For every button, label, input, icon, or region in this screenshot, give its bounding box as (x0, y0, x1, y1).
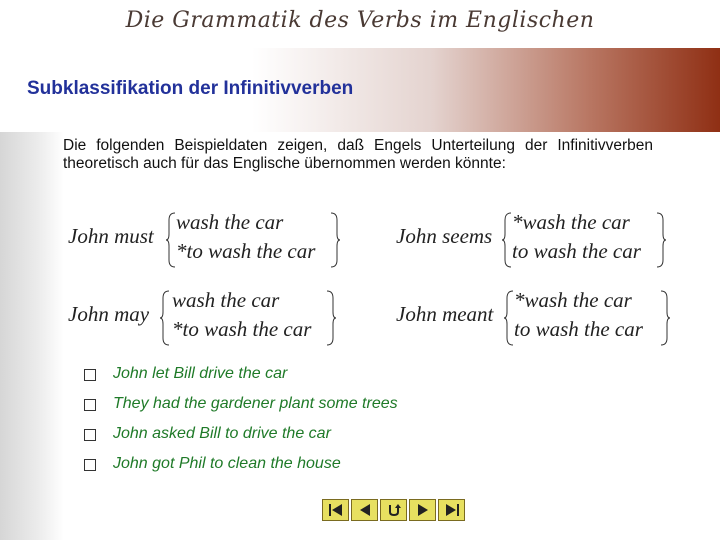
left-brace-icon (166, 212, 176, 268)
next-slide-button[interactable] (409, 499, 436, 521)
return-icon (386, 503, 402, 517)
right-brace-icon (330, 212, 340, 268)
example-option: to wash the car (514, 317, 643, 341)
last-slide-button[interactable] (438, 499, 465, 521)
example-option: wash the car (172, 288, 280, 312)
example-option: *to wash the car (172, 317, 312, 341)
example-option: *wash the car (512, 210, 630, 234)
example-option: *to wash the car (176, 239, 316, 263)
bullet-box-icon (84, 369, 96, 381)
arrow-left-icon (357, 503, 373, 517)
right-brace-icon (660, 290, 670, 346)
example-option: to wash the car (512, 239, 641, 263)
previous-slide-button[interactable] (351, 499, 378, 521)
left-brace-icon (504, 290, 514, 346)
return-button[interactable] (380, 499, 407, 521)
bullet-text: John got Phil to clean the house (113, 455, 341, 472)
bullet-text: John let Bill drive the car (113, 365, 288, 382)
bullet-text: They had the gardener plant some trees (113, 395, 398, 412)
header-title: Die Grammatik des Verbs im Englischen (125, 8, 595, 33)
right-brace-icon (326, 290, 336, 346)
intro-paragraph: Die folgenden Beispieldaten zeigen, daß Engels Unterteilung der Infinitivverben theoretisch auch für das Englische übernommen werden könnte: (63, 137, 653, 172)
example-subject: John may (68, 302, 150, 326)
left-brace-icon (160, 290, 170, 346)
bullet-text: John asked Bill to drive the car (113, 425, 331, 442)
example-subject: John meant (396, 302, 494, 326)
skip-back-icon (328, 503, 344, 517)
example-subject: John must (68, 224, 154, 248)
right-brace-icon (656, 212, 666, 268)
example-option: wash the car (176, 210, 284, 234)
bullet-box-icon (84, 429, 96, 441)
left-brace-icon (502, 212, 512, 268)
arrow-right-icon (415, 503, 431, 517)
slide-navigation (322, 499, 467, 521)
bullet-box-icon (84, 459, 96, 471)
header-area (0, 0, 720, 48)
first-slide-button[interactable] (322, 499, 349, 521)
example-option: *wash the car (514, 288, 632, 312)
slide-subtitle: Subklassifikation der Infinitivverben (27, 78, 354, 99)
example-subject: John seems (396, 224, 493, 248)
skip-forward-icon (444, 503, 460, 517)
bullet-box-icon (84, 399, 96, 411)
